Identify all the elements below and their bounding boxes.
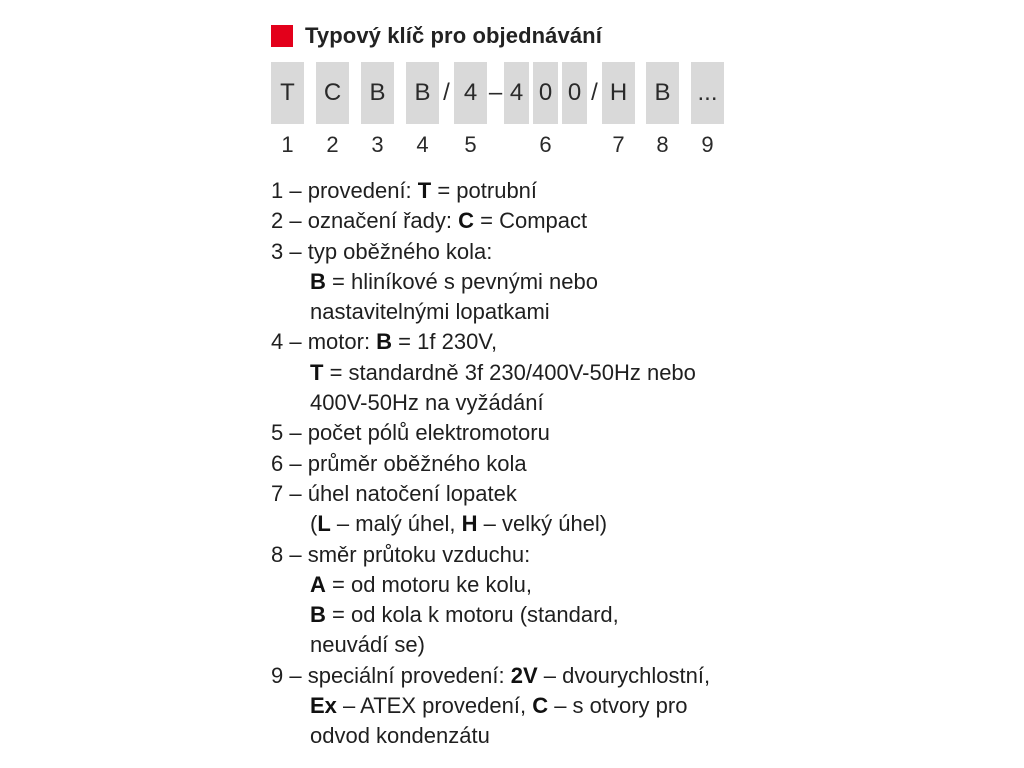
legend-line <box>271 327 1011 357</box>
legend-line <box>271 206 1011 236</box>
position-number: 6 <box>539 132 552 157</box>
legend-code-letter: Ex <box>310 693 337 719</box>
position-number: 2 <box>326 132 339 157</box>
legend-code-letter: B <box>376 329 393 355</box>
code-box-9: ... <box>691 62 724 124</box>
code-separator-slash: / <box>443 79 450 106</box>
legend-text: neuvádí se) <box>310 632 425 658</box>
legend-item-number: 7 – <box>271 480 308 506</box>
legend-code-letter: T <box>417 178 432 203</box>
legend-text: speciální provedení: <box>307 662 511 688</box>
legend-text: – s otvory pro <box>548 693 688 719</box>
legend-line <box>271 570 1011 600</box>
legend-item-number: 6 – <box>271 450 308 476</box>
position-number: 1 <box>281 132 294 157</box>
legend-line <box>271 358 1011 388</box>
legend-code-letter: H <box>461 511 478 537</box>
legend-text: směr průtoku vzduchu: <box>307 541 531 567</box>
legend-code-letter: T <box>310 359 324 385</box>
legend-text: = potrubní <box>431 178 538 203</box>
legend-item-number: 9 – <box>271 662 308 688</box>
legend-item-number: 8 – <box>271 541 308 567</box>
legend-text: odvod kondenzátu <box>310 723 490 749</box>
legend-text: úhel natočení lopatek <box>307 480 517 506</box>
legend-line <box>271 509 1011 539</box>
legend-code-letter: B <box>310 268 326 294</box>
code-box-6a: 4 <box>504 62 529 124</box>
position-numbers <box>0 132 1024 160</box>
legend-line <box>271 661 1011 691</box>
legend-text: = 1f 230V, <box>392 329 498 355</box>
code-box-7: H <box>602 62 635 124</box>
legend-list <box>271 176 1011 752</box>
legend-line <box>271 721 1011 751</box>
legend-text: ( <box>310 511 318 537</box>
legend-code-letter: C <box>532 693 549 719</box>
legend-text: – ATEX provedení, <box>336 693 533 719</box>
code-box-4: B <box>406 62 439 124</box>
legend-text: – velký úhel) <box>477 511 608 537</box>
legend-line <box>271 418 1011 448</box>
code-box-1: T <box>271 62 304 124</box>
code-box-6c: 0 <box>562 62 587 124</box>
position-number: 4 <box>416 132 429 157</box>
code-box-5: 4 <box>454 62 487 124</box>
position-number: 7 <box>612 132 625 157</box>
legend-line <box>271 388 1011 418</box>
legend-text: = od kola k motoru (standard, <box>325 602 619 628</box>
legend-line <box>271 267 1011 297</box>
legend-item-number: 5 – <box>271 420 308 446</box>
legend-item-number: 1 – <box>271 178 308 203</box>
section-title: Typový klíč pro objednávání <box>305 23 602 48</box>
legend-line <box>271 479 1011 509</box>
code-box-6b: 0 <box>533 62 558 124</box>
legend-text: provedení: <box>307 178 418 203</box>
legend-text: nastavitelnými lopatkami <box>310 299 550 325</box>
legend-code-letter: 2V <box>510 662 538 688</box>
legend-code-letter: A <box>310 571 326 597</box>
position-number: 5 <box>464 132 477 157</box>
type-code <box>0 62 1024 124</box>
legend-item-number: 3 – <box>271 238 308 264</box>
legend-code-letter: L <box>317 511 331 537</box>
code-separator-slash: / <box>591 79 598 106</box>
legend-line <box>271 600 1011 630</box>
legend-line <box>271 237 1011 267</box>
legend-text: – malý úhel, <box>330 511 462 537</box>
legend-line <box>271 630 1011 660</box>
code-separator-dash: – <box>488 79 503 106</box>
code-box-2: C <box>316 62 349 124</box>
legend-text: = hliníkové s pevnými nebo <box>325 268 598 294</box>
legend-item-number: 4 – <box>271 329 308 355</box>
code-box-3: B <box>361 62 394 124</box>
position-number: 3 <box>371 132 384 157</box>
legend-text: typ oběžného kola: <box>307 238 493 264</box>
position-number: 9 <box>701 132 714 157</box>
legend-text: průměr oběžného kola <box>307 450 527 476</box>
legend-line <box>271 691 1011 721</box>
legend-code-letter: C <box>458 208 475 234</box>
legend-text: motor: <box>307 329 377 355</box>
legend-text: počet pólů elektromotoru <box>307 420 550 446</box>
legend-line <box>271 297 1011 327</box>
legend-text: = Compact <box>474 208 588 234</box>
section-heading <box>271 24 602 48</box>
legend-text: = od motoru ke kolu, <box>325 571 532 597</box>
legend-code-letter: B <box>310 602 326 628</box>
code-box-8: B <box>646 62 679 124</box>
legend-line <box>271 449 1011 479</box>
legend-text: označení řady: <box>307 208 459 234</box>
position-number: 8 <box>656 132 669 157</box>
legend-text: – dvourychlostní, <box>537 662 711 688</box>
legend-text: 400V-50Hz na vyžádání <box>310 390 544 416</box>
legend-line <box>271 540 1011 570</box>
legend-item-number: 2 – <box>271 208 308 234</box>
legend-text: = standardně 3f 230/400V-50Hz nebo <box>323 359 696 385</box>
red-square-icon <box>271 25 293 47</box>
legend-line <box>271 176 1011 206</box>
